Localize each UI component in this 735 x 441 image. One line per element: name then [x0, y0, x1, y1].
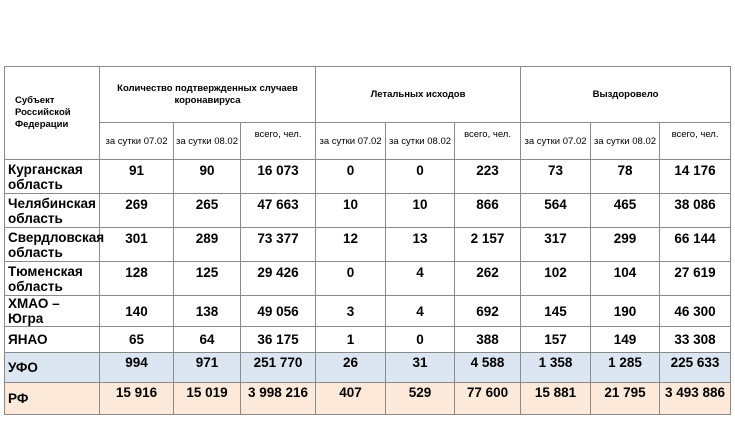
cell-recovered-day1: 102: [521, 262, 591, 296]
cell-confirmed-day1: 91: [100, 160, 174, 194]
table-row-ufo-total: [5, 353, 731, 383]
cell-recovered-day2: 190: [591, 296, 660, 327]
table-row: [5, 228, 731, 262]
region-name: Тюменская область: [5, 262, 100, 296]
cell-deaths-day1: 26: [316, 353, 386, 383]
region-name: РФ: [5, 383, 100, 415]
cell-recovered-total: 66 144: [660, 228, 731, 262]
cell-recovered-day1: 1 358: [521, 353, 591, 383]
cell-deaths-total: 388: [455, 327, 521, 353]
cell-confirmed-day1: 140: [100, 296, 174, 327]
cell-recovered-day2: 21 795: [591, 383, 660, 415]
cell-deaths-total: 262: [455, 262, 521, 296]
cell-deaths-total: 4 588: [455, 353, 521, 383]
cell-confirmed-day1: 301: [100, 228, 174, 262]
header-confirmed: Количество подтвержденных случаев коронавируса: [100, 67, 316, 123]
cell-recovered-day1: 317: [521, 228, 591, 262]
table-row: [5, 327, 731, 353]
cell-deaths-day2: 10: [386, 194, 455, 228]
cell-recovered-total: 46 300: [660, 296, 731, 327]
region-name: Курганская область: [5, 160, 100, 194]
cell-recovered-day2: 104: [591, 262, 660, 296]
cell-confirmed-day2: 125: [174, 262, 241, 296]
subheader-day1: за сутки 07.02: [316, 123, 386, 160]
cell-deaths-day2: 4: [386, 296, 455, 327]
region-name: Свердловская область: [5, 228, 100, 262]
subheader-day2: за сутки 08.02: [591, 123, 660, 160]
cell-recovered-day1: 564: [521, 194, 591, 228]
cell-confirmed-day1: 15 916: [100, 383, 174, 415]
cell-recovered-day2: 149: [591, 327, 660, 353]
cell-recovered-total: 27 619: [660, 262, 731, 296]
cell-confirmed-day1: 994: [100, 353, 174, 383]
region-name: Челябинская область: [5, 194, 100, 228]
cell-confirmed-day2: 289: [174, 228, 241, 262]
region-name: УФО: [5, 353, 100, 383]
cell-confirmed-total: 29 426: [241, 262, 316, 296]
cell-confirmed-total: 251 770: [241, 353, 316, 383]
cell-confirmed-day2: 971: [174, 353, 241, 383]
cell-deaths-total: 866: [455, 194, 521, 228]
cell-deaths-total: 692: [455, 296, 521, 327]
cell-recovered-day2: 78: [591, 160, 660, 194]
cell-recovered-day2: 299: [591, 228, 660, 262]
subheader-total: всего, чел.: [241, 123, 316, 160]
subheader-total: всего, чел.: [455, 123, 521, 160]
table-row: [5, 194, 731, 228]
table-row-rf-total: [5, 383, 731, 415]
cell-deaths-day2: 529: [386, 383, 455, 415]
cell-recovered-total: 3 493 886: [660, 383, 731, 415]
cell-confirmed-day1: 269: [100, 194, 174, 228]
subheader-day2: за сутки 08.02: [386, 123, 455, 160]
header-deaths: Летальных исходов: [316, 67, 521, 123]
table-row: [5, 296, 731, 327]
subheader-total: всего, чел.: [660, 123, 731, 160]
cell-deaths-day1: 407: [316, 383, 386, 415]
cell-deaths-day1: 0: [316, 160, 386, 194]
cell-confirmed-total: 16 073: [241, 160, 316, 194]
cell-recovered-day1: 15 881: [521, 383, 591, 415]
cell-confirmed-total: 3 998 216: [241, 383, 316, 415]
cell-deaths-day2: 4: [386, 262, 455, 296]
cell-confirmed-day2: 138: [174, 296, 241, 327]
cell-deaths-day2: 0: [386, 327, 455, 353]
cell-deaths-day1: 12: [316, 228, 386, 262]
subheader-day2: за сутки 08.02: [174, 123, 241, 160]
cell-confirmed-day1: 65: [100, 327, 174, 353]
region-name: ХМАО – Югра: [5, 296, 100, 327]
cell-recovered-day2: 465: [591, 194, 660, 228]
cell-confirmed-day2: 15 019: [174, 383, 241, 415]
cell-recovered-day1: 73: [521, 160, 591, 194]
region-name: ЯНАО: [5, 327, 100, 353]
cell-deaths-day1: 0: [316, 262, 386, 296]
cell-deaths-total: 223: [455, 160, 521, 194]
cell-confirmed-day2: 64: [174, 327, 241, 353]
cell-recovered-total: 14 176: [660, 160, 731, 194]
header-recovered: Выздоровело: [521, 67, 731, 123]
cell-confirmed-total: 73 377: [241, 228, 316, 262]
cell-confirmed-total: 47 663: [241, 194, 316, 228]
cell-confirmed-day2: 265: [174, 194, 241, 228]
cell-deaths-day2: 0: [386, 160, 455, 194]
cell-deaths-total: 77 600: [455, 383, 521, 415]
cell-deaths-day1: 1: [316, 327, 386, 353]
header-subject: Субъект Российской Федерации: [5, 67, 100, 160]
table-row: [5, 160, 731, 194]
subheader-row: [5, 123, 731, 160]
cell-confirmed-total: 36 175: [241, 327, 316, 353]
cell-deaths-day1: 3: [316, 296, 386, 327]
cell-deaths-day2: 13: [386, 228, 455, 262]
subheader-day1: за сутки 07.02: [521, 123, 591, 160]
cell-recovered-total: 225 633: [660, 353, 731, 383]
cell-confirmed-total: 49 056: [241, 296, 316, 327]
cell-deaths-day1: 10: [316, 194, 386, 228]
table-row: [5, 262, 731, 296]
cell-deaths-day2: 31: [386, 353, 455, 383]
cell-recovered-total: 33 308: [660, 327, 731, 353]
cell-recovered-total: 38 086: [660, 194, 731, 228]
cell-confirmed-day1: 128: [100, 262, 174, 296]
cell-confirmed-day2: 90: [174, 160, 241, 194]
header-row: [5, 67, 731, 123]
subheader-day1: за сутки 07.02: [100, 123, 174, 160]
cell-recovered-day1: 145: [521, 296, 591, 327]
covid-stats-table: [4, 66, 731, 415]
cell-deaths-total: 2 157: [455, 228, 521, 262]
cell-recovered-day1: 157: [521, 327, 591, 353]
cell-recovered-day2: 1 285: [591, 353, 660, 383]
